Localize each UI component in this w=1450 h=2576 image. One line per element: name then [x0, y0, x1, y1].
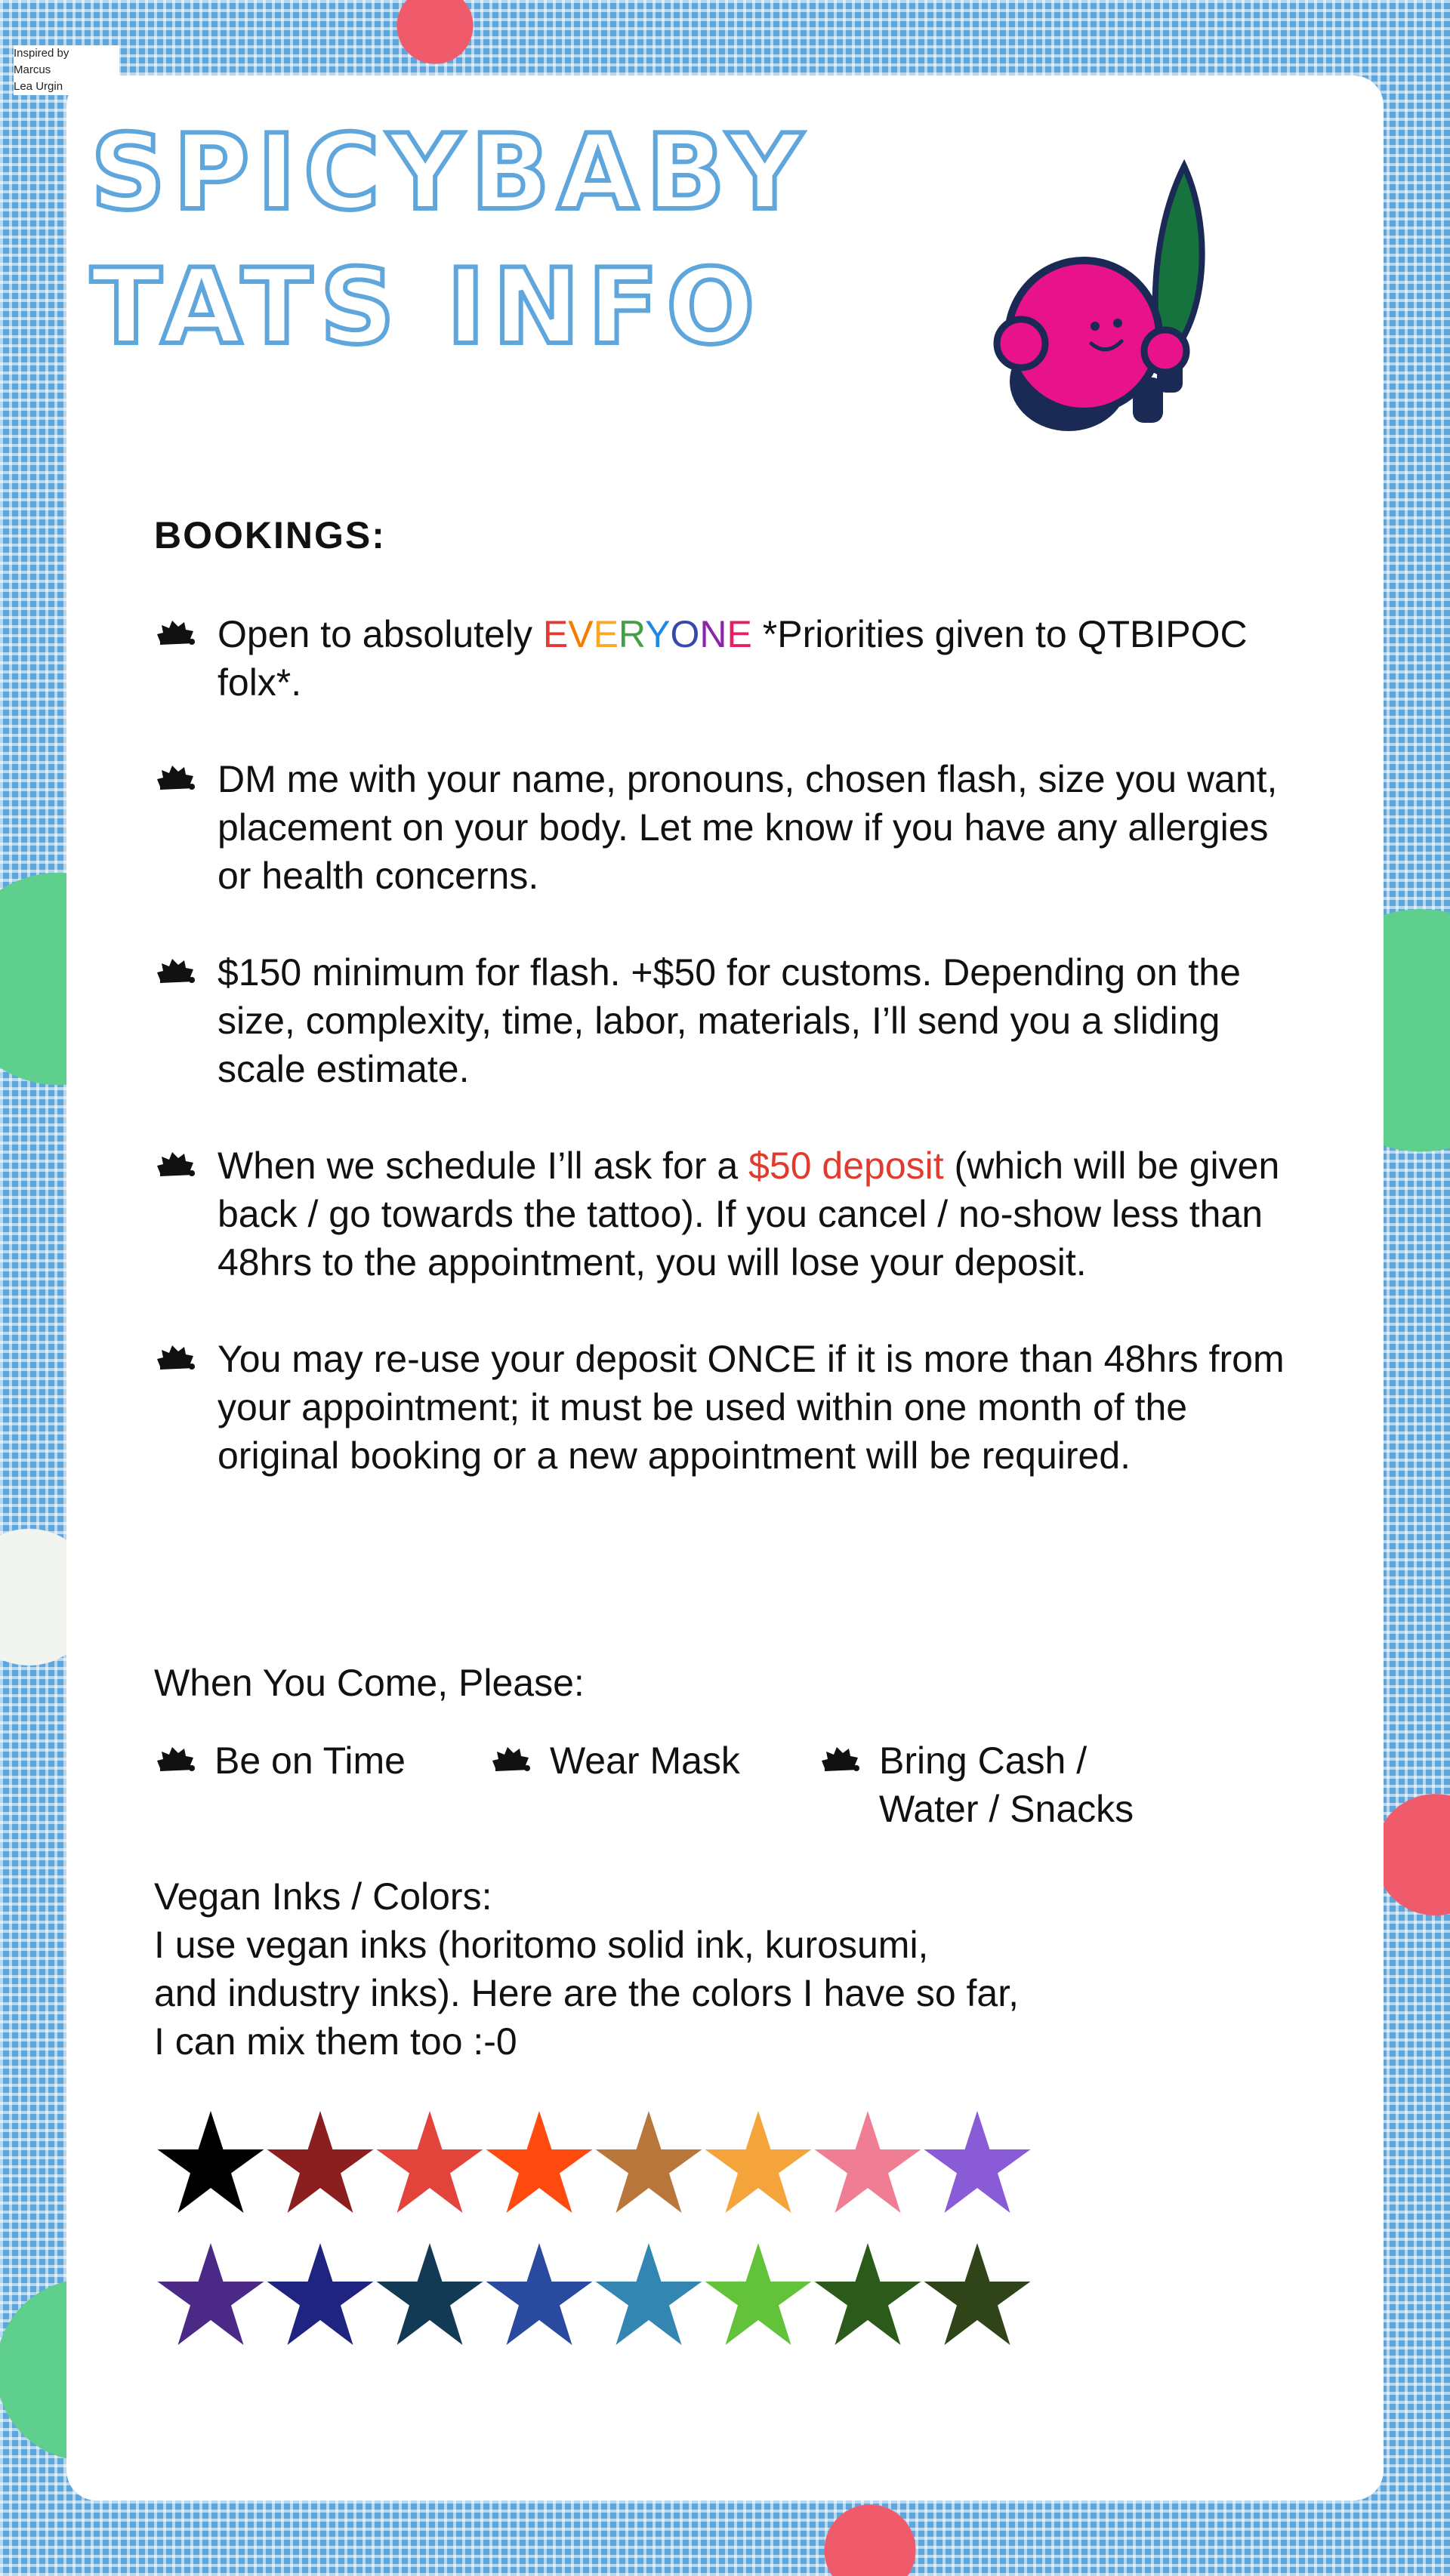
rainbow-word	[543, 613, 752, 655]
ink-color-star	[373, 2239, 486, 2352]
please-item-bring	[819, 1736, 1134, 1833]
booking-text: When we schedule I’ll ask for a	[218, 1145, 749, 1187]
page-title	[91, 106, 967, 374]
vegan-text-line: I use vegan inks (horitomo solid ink, kurosumi,	[154, 1924, 929, 1966]
booking-text: DM me with your name, pronouns, chosen flash, size you want, placement on your body. Let me know if you have any allergies or health concerns.	[218, 758, 1278, 897]
ink-color-star	[592, 2106, 705, 2220]
hedgehog-icon	[154, 1344, 198, 1374]
please-heading: When You Come, Please:	[154, 1662, 585, 1704]
rainbow-letter: V	[568, 613, 594, 655]
please-item-label: Bring Cash /	[879, 1739, 1088, 1782]
hedgehog-icon	[154, 957, 198, 988]
booking-text: $150 minimum for flash. +$50 for customs. Depending on the size, complexity, time, labor, materials, I’ll send you a sliding scale estimate.	[218, 951, 1241, 1090]
booking-text: *Priorities given to QTBIPOC folx*.	[218, 613, 1248, 704]
ink-color-star	[154, 2239, 267, 2352]
rainbow-letter: E	[593, 613, 619, 655]
booking-text: Open to absolutely	[218, 613, 543, 655]
ink-color-star	[483, 2106, 596, 2220]
please-item-label: Wear Mask	[550, 1739, 740, 1782]
credit-line: Inspired by	[14, 47, 69, 60]
rainbow-letter: R	[618, 613, 646, 655]
hedgehog-icon	[154, 1746, 198, 1776]
rainbow-letter: N	[699, 613, 727, 655]
bookings-list	[154, 610, 1302, 1528]
hedgehog-icon	[154, 1151, 198, 1181]
booking-bullet-reuse	[154, 1335, 1302, 1480]
ink-color-swatches	[154, 2106, 1211, 2363]
booking-bullet-dm	[154, 755, 1302, 900]
bookings-heading: BOOKINGS:	[154, 514, 386, 556]
ink-color-star	[921, 2239, 1034, 2352]
ink-color-star	[811, 2239, 924, 2352]
title-line-2: TATS INFO	[91, 246, 763, 368]
ink-color-star	[702, 2239, 815, 2352]
rainbow-letter: E	[542, 613, 569, 655]
booking-bullet-pricing	[154, 948, 1302, 1093]
credit-line: Lea Urgin	[14, 80, 63, 93]
hedgehog-icon	[489, 1746, 533, 1776]
ink-color-star	[373, 2106, 486, 2220]
booking-bullet-deposit	[154, 1142, 1302, 1286]
rainbow-letter: Y	[645, 613, 671, 655]
ink-color-star	[154, 2106, 267, 2220]
vegan-text-line: I can mix them too :-0	[154, 2020, 517, 2063]
hedgehog-icon	[154, 764, 198, 794]
rainbow-letter: E	[727, 613, 752, 655]
ink-color-star	[592, 2239, 705, 2352]
please-item-on-time	[154, 1736, 406, 1785]
booking-text: (which will be given back / go towards the tattoo). If you cancel / no-show less than 48hrs to the appointment, you will lose your deposit.	[218, 1145, 1280, 1283]
booking-text: You may re-use your deposit ONCE if it is more than 48hrs from your appointment; it must be used within one month of the original booking or a new appointment will be required.	[218, 1338, 1285, 1477]
rainbow-letter: O	[670, 613, 700, 655]
mascot-with-knife-illustration	[982, 151, 1239, 453]
vegan-text-line: and industry inks). Here are the colors I have so far,	[154, 1972, 1019, 2014]
deposit-highlight: $50 deposit	[748, 1145, 944, 1187]
please-item-label: Water / Snacks	[879, 1788, 1134, 1830]
ink-color-star	[702, 2106, 815, 2220]
hedgehog-icon	[154, 619, 198, 649]
ink-color-star	[483, 2239, 596, 2352]
ink-color-star	[921, 2106, 1034, 2220]
please-item-label: Be on Time	[214, 1739, 406, 1782]
hedgehog-icon	[819, 1746, 862, 1776]
booking-bullet-everyone	[154, 610, 1302, 707]
please-item-mask	[489, 1736, 740, 1785]
ink-color-star	[264, 2239, 377, 2352]
vegan-heading: Vegan Inks / Colors:	[154, 1875, 492, 1918]
credit-line: Marcus	[14, 63, 51, 76]
title-line-1: SPICYBABY	[91, 112, 810, 233]
ink-color-star	[264, 2106, 377, 2220]
vegan-inks-section	[154, 1872, 1287, 2066]
ink-color-star	[811, 2106, 924, 2220]
